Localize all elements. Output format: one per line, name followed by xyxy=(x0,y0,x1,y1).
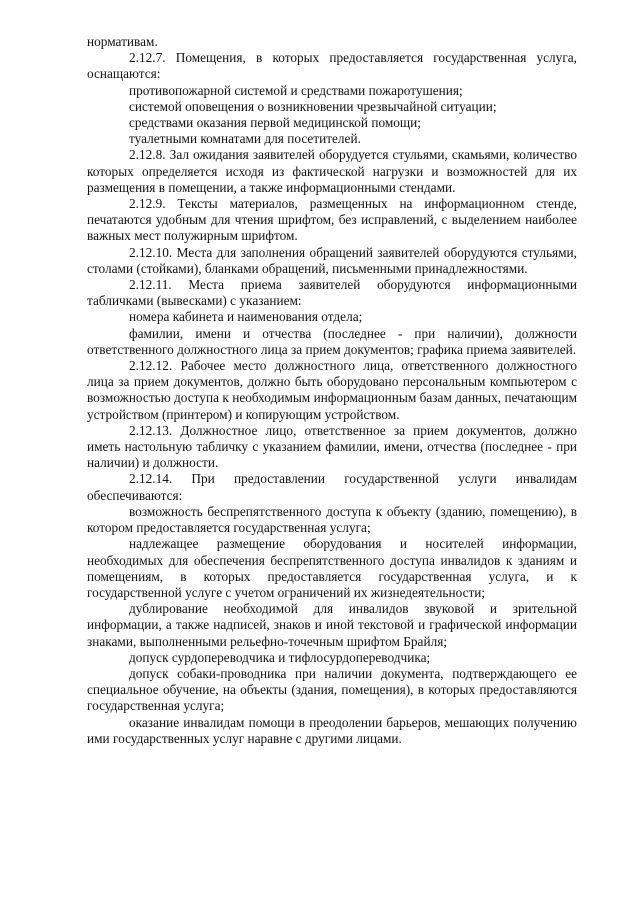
paragraph-continuation: нормативам. xyxy=(87,34,158,49)
paragraph-2-12-11: 2.12.11. Места приема заявителей оборудуются информационными табличками (вывесками) с указанием: xyxy=(87,277,577,309)
paragraph-2-12-14: 2.12.14. При предоставлении государственной услуги инвалидам обеспечиваются: xyxy=(87,471,577,503)
paragraph-2-12-9: 2.12.9. Тексты материалов, размещенных на информационном стенде, печатаются удобным для чтения шрифтом, без исправлений, с выделением наиболее важных мест полужирным шрифтом. xyxy=(87,196,577,244)
list-item: средствами оказания первой медицинской помощи; xyxy=(129,115,421,131)
document-page xyxy=(87,34,577,747)
list-item: противопожарной системой и средствами пожаротушения; xyxy=(129,82,463,98)
list-item: допуск сурдопереводчика и тифлосурдопереводчика; xyxy=(129,649,431,665)
list-item: туалетными комнатами для посетителей. xyxy=(129,131,361,147)
list-item: допуск собаки-проводника при наличии документа, подтверждающего ее специальное обучение, на объекты (здания, помещения), в которых предоставляются государственная услуга; xyxy=(87,665,577,714)
list-item: надлежащее размещение оборудования и носителей информации, необходимых для обеспечения беспрепятственного доступа инвалидов к зданиям и помещениям, в которых предоставляется государственная услуга, и к государственной услуге с учетом ограничений их жизнедеятельности; xyxy=(87,536,577,600)
list-item: оказание инвалидам помощи в преодолении барьеров, мешающих получению ими государственных услуг наравне с другими лицами. xyxy=(87,714,577,746)
paragraph-2-12-13: 2.12.13. Должностное лицо, ответственное за прием документов, должно иметь настольную табличку с указанием фамилии, имени, отчества (последнее - при наличии) и должности. xyxy=(87,422,577,471)
list-item: возможность беспрепятственного доступа к объекту (зданию, помещению), в котором предоставляется государственная услуга; xyxy=(87,503,577,536)
paragraph-2-12-7: 2.12.7. Помещения, в которых предоставляется государственная услуга, оснащаются: xyxy=(87,50,577,82)
list-item: системой оповещения о возникновении чрезвычайной ситуации; xyxy=(129,98,497,114)
paragraph-2-12-12: 2.12.12. Рабочее место должностного лица, ответственного должностного лица за прием документов, должно быть оборудовано персональным компьютером с возможностью доступа к необходимым информационным базам данных, печатающим устройством (принтером) и копирующим устройством. xyxy=(87,358,577,422)
list-item: фамилии, имени и отчества (последнее - при наличии), должности ответственного должностного лица за прием документов; графика приема заявителей. xyxy=(87,325,577,357)
paragraph-2-12-10: 2.12.10. Места для заполнения обращений заявителей оборудуются стульями, столами (стойками), бланками обращений, письменными принадлежностями. xyxy=(87,244,577,276)
list-item: номера кабинета и наименования отдела; xyxy=(129,309,363,325)
list-item: дублирование необходимой для инвалидов звуковой и зрительной информации, а также надписей, знаков и иной текстовой и графической информации знаками, выполненными рельефно-точечным шрифтом Брайля; xyxy=(87,601,577,649)
paragraph-2-12-8: 2.12.8. Зал ожидания заявителей оборудуется стульями, скамьями, количество которых определяется исходя из фактической нагрузки и возможностей для их размещения в помещении, а также информационными стендами. xyxy=(87,147,577,195)
